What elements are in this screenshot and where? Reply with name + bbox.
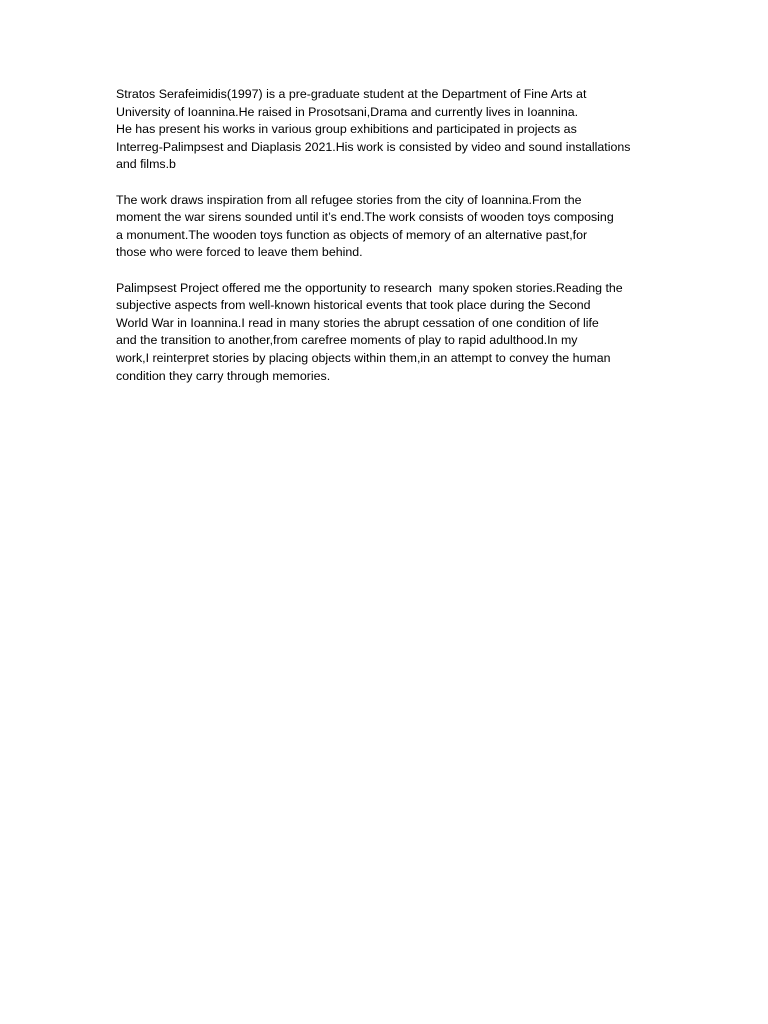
- text-line: Interreg-Palimpsest and Diaplasis 2021.His work is consisted by video and sound installations: [116, 139, 631, 154]
- text-line: those who were forced to leave them behind.: [116, 245, 363, 260]
- text-line: World War in Ioannina.I read in many stories the abrupt cessation of one condition of life: [116, 315, 599, 330]
- text-line: The work draws inspiration from all refugee stories from the city of Ioannina.From the: [116, 192, 582, 207]
- text-line: He has present his works in various group exhibitions and participated in projects as: [116, 122, 577, 137]
- text-line: subjective aspects from well-known historical events that took place during the Second: [116, 298, 591, 313]
- text-line: moment the war sirens sounded until it’s end.The work consists of wooden toys composing: [116, 210, 614, 225]
- text-line: condition they carry through memories.: [116, 368, 331, 383]
- bio-paragraph: [116, 86, 661, 174]
- text-line: Palimpsest Project offered me the opportunity to research many spoken stories.Reading the: [116, 280, 623, 295]
- text-line: Stratos Serafeimidis(1997) is a pre-graduate student at the Department of Fine Arts at: [116, 87, 587, 101]
- project-paragraph: [116, 280, 661, 386]
- paragraph-spacer: [116, 262, 661, 280]
- text-line: a monument.The wooden toys function as objects of memory of an alternative past,for: [116, 227, 588, 242]
- text-line: University of Ioannina.He raised in Prosotsani,Drama and currently lives in Ioannina.: [116, 104, 579, 119]
- text-line: and the transition to another,from carefree moments of play to rapid adulthood.In my: [116, 333, 578, 348]
- work-description-paragraph: [116, 192, 661, 262]
- text-line: and films.b: [116, 157, 176, 172]
- text-line: work,I reinterpret stories by placing objects within them,in an attempt to convey the human: [116, 350, 611, 365]
- paragraph-spacer: [116, 174, 661, 192]
- document-body: [116, 86, 661, 385]
